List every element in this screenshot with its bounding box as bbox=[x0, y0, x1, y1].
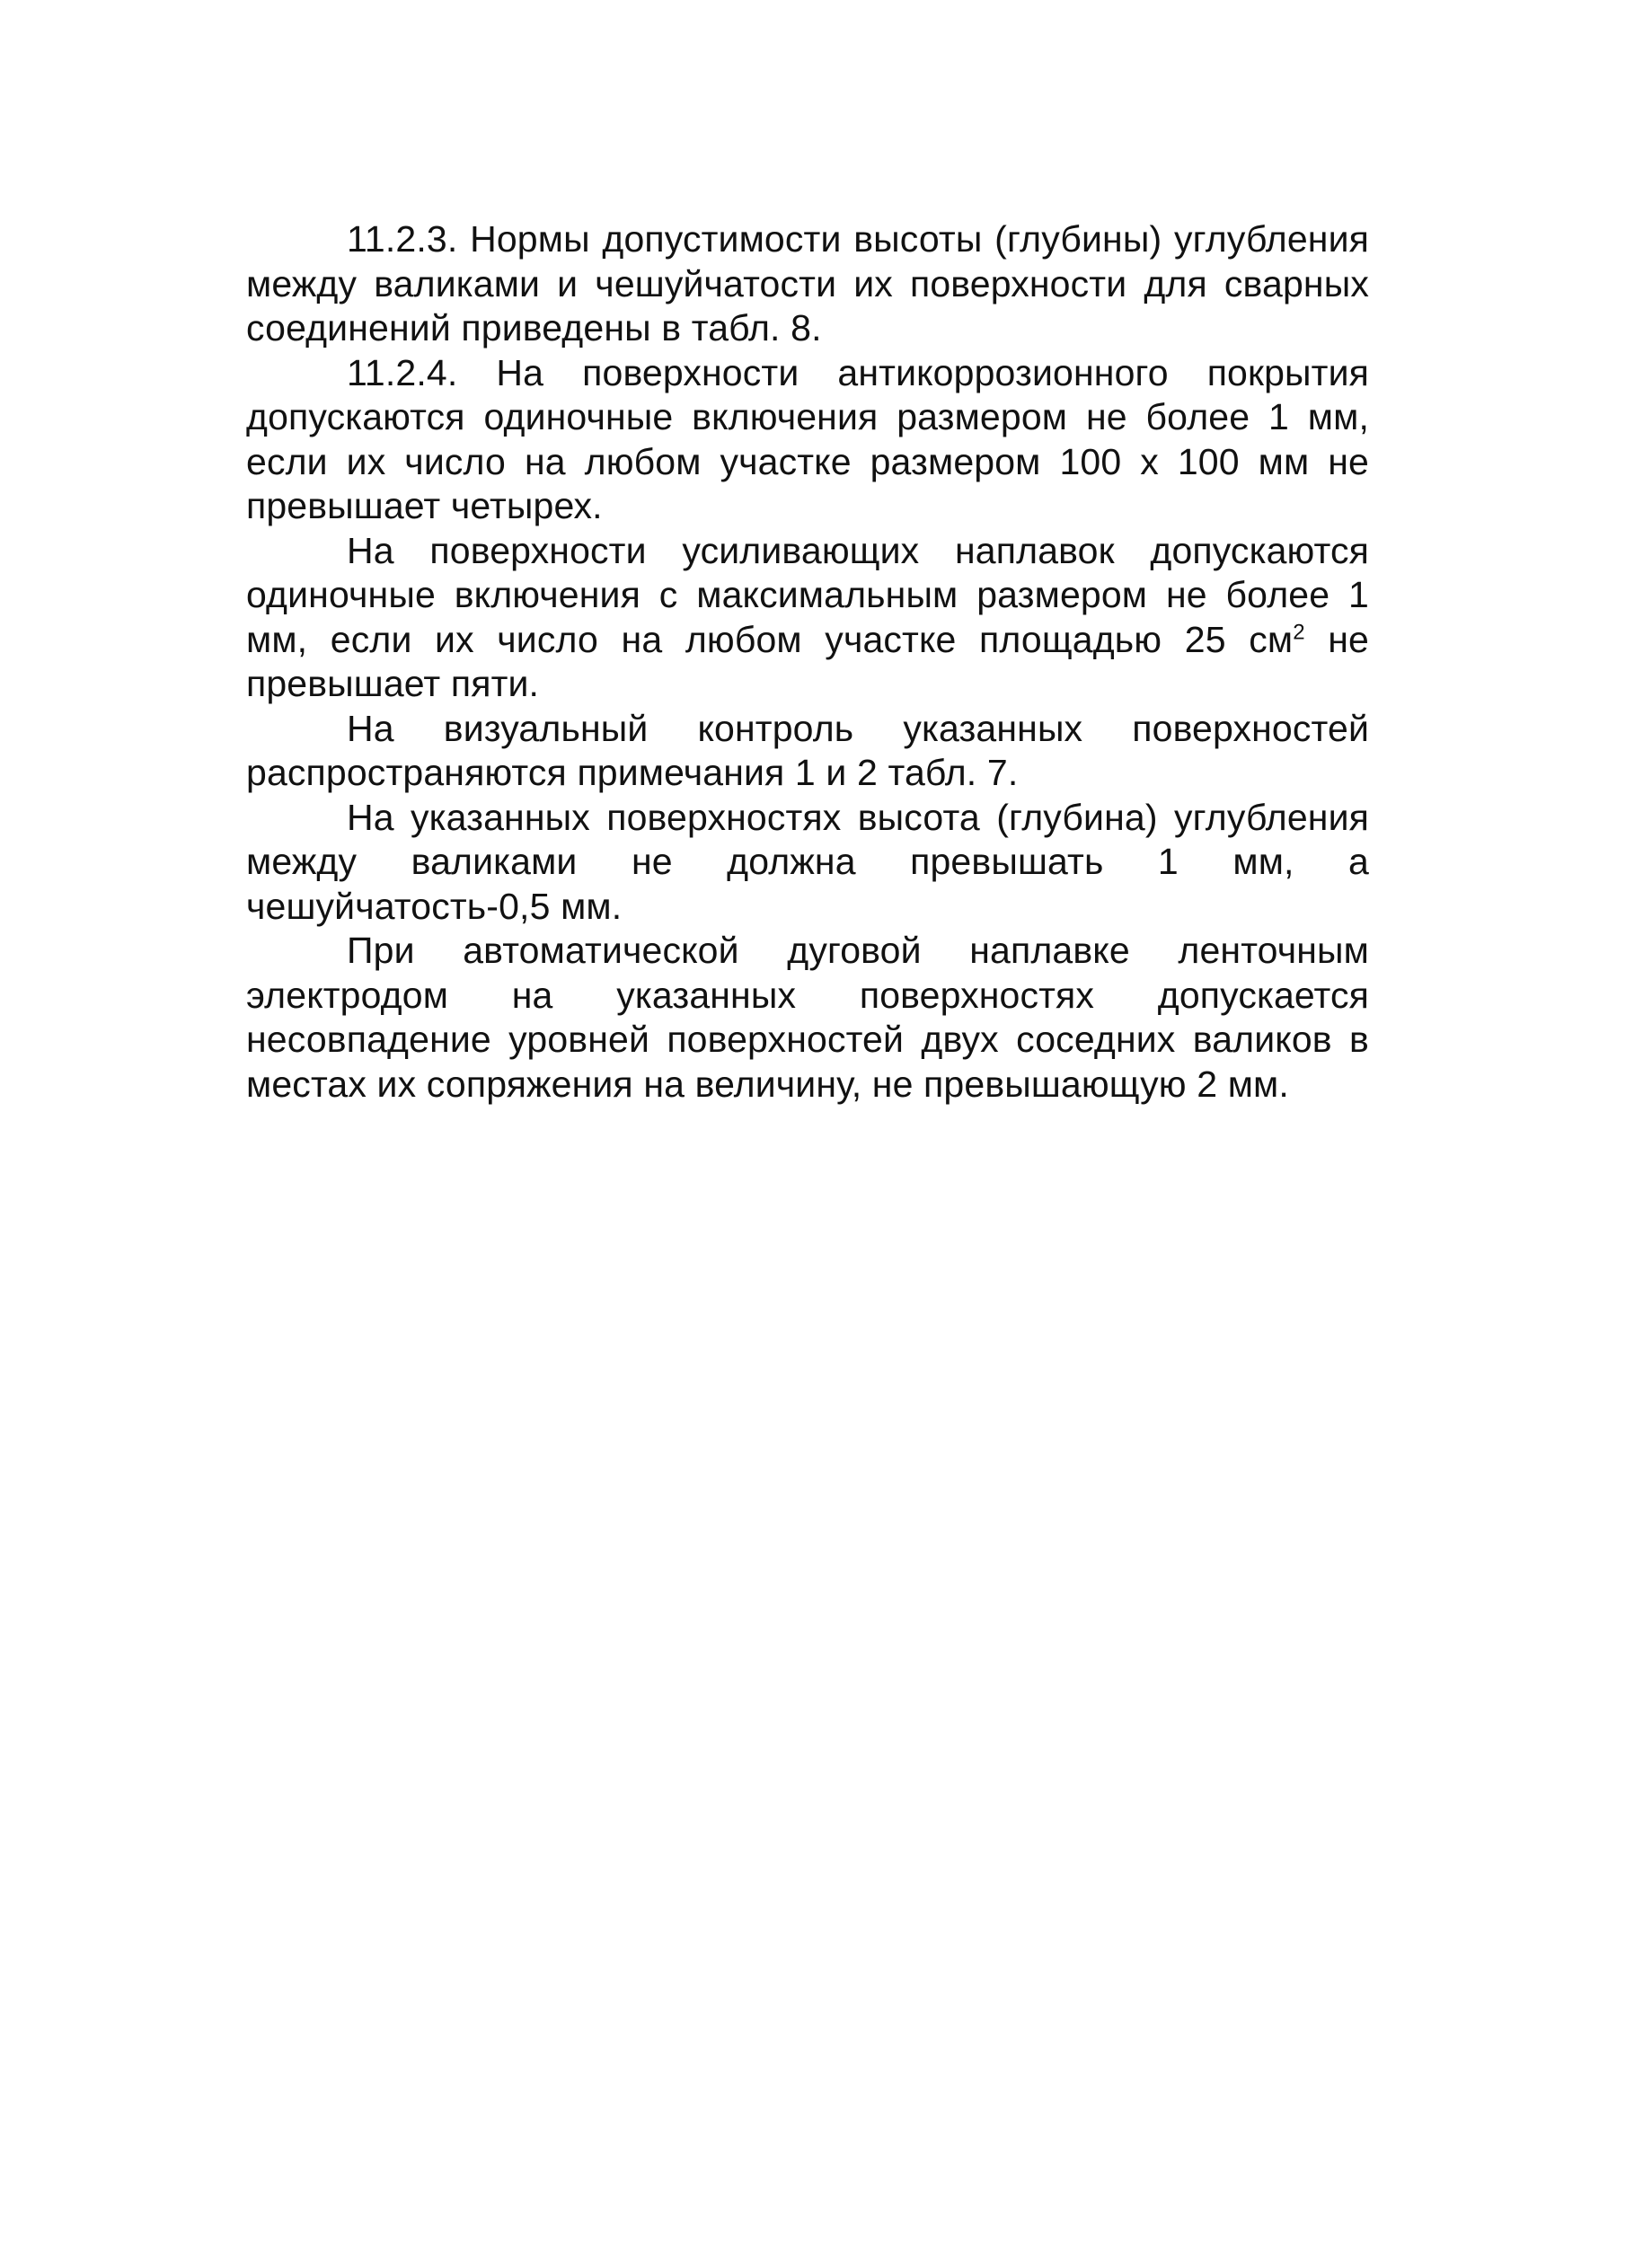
paragraph-surfacing-inclusions bbox=[246, 529, 1369, 707]
paragraph-text-after: не превышает пяти. bbox=[246, 618, 1369, 704]
paragraph-strip-electrode: При автоматической дуговой наплавке ленточным электродом на указанных поверхностях допускается несовпадение уровней поверхностей двух соседних валиков в местах их сопряжения на величину, не превышающую 2 мм. bbox=[246, 930, 1369, 1105]
superscript-exponent: 2 bbox=[1293, 619, 1305, 644]
paragraph-text-before: На поверхности усиливающих наплавок допускаются одиночные включения с максимальным размером не более 1 мм, если их число на любом участке площадью 25 см bbox=[246, 529, 1369, 660]
paragraph-depth-limits: На указанных поверхностях высота (глубина) углубления между валиками не должна превышать 1 мм, а чешуйчатость-0,5 мм. bbox=[246, 796, 1369, 927]
paragraph-11-2-3: 11.2.3. Нормы допустимости высоты (глубины) углубления между валиками и чешуйчатости их поверхности для сварных соединений приведены в табл. 8. bbox=[246, 218, 1369, 349]
document-body bbox=[246, 217, 1369, 1107]
paragraph-11-2-4: 11.2.4. На поверхности антикоррозионного покрытия допускаются одиночные включения размером не более 1 мм, если их число на любом участке размером 100 х 100 мм не превышает четырех. bbox=[246, 351, 1369, 526]
paragraph-visual-control: На визуальный контроль указанных поверхностей распространяются примечания 1 и 2 табл. 7. bbox=[246, 707, 1369, 793]
